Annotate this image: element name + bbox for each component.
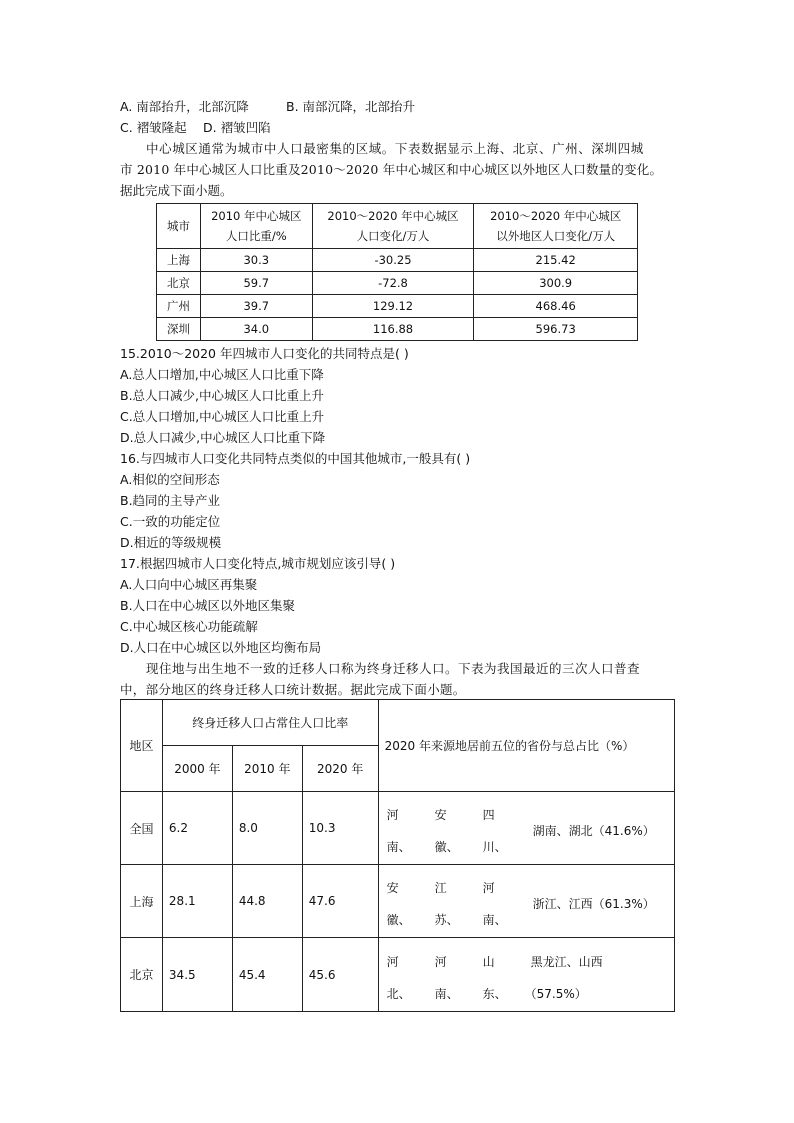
- q14-option-b: B. 南部沉降，北部抬升: [286, 99, 416, 114]
- table-row: [157, 249, 638, 272]
- cell-source: 安 江 河 徽、 苏、 南、 浙江、江西（61.3%）: [378, 865, 674, 938]
- table-row: [121, 792, 675, 865]
- cell-region: 全国: [121, 792, 163, 865]
- cell-share: 59.7: [200, 272, 312, 295]
- cell-2000: 6.2: [162, 792, 232, 865]
- intro1-line3: 据此完成下面小题。: [120, 183, 233, 198]
- q14-option-c: C. 褶皱隆起: [120, 120, 187, 135]
- header-share: 2010 年中心城区 人口比重/%: [200, 204, 312, 249]
- intro1-line1: 中心城区通常为城市中人口最密集的区域。下表数据显示上海、北京、广州、深圳四城: [146, 141, 644, 156]
- table-row: [121, 938, 675, 1012]
- intro2-line1: 现住地与出生地不一致的迁移人口称为终身迁移人口。下表为我国最近的三次人口普查: [146, 661, 641, 676]
- cell-region: 北京: [121, 938, 163, 1012]
- cell-source: 河 河 山 北、 南、 东、 黑龙江、山西 （57.5%）: [378, 938, 674, 1012]
- cell-center: -72.8: [312, 272, 474, 295]
- q16-option-c: C.一致的功能定位: [120, 514, 221, 529]
- table-row: [157, 272, 638, 295]
- cell-2000: 28.1: [162, 865, 232, 938]
- q14-option-a: A. 南部抬升，北部沉降: [120, 99, 249, 114]
- intro1-line2: 市 2010 年中心城区人口比重及2010～2020 年中心城区和中心城区以外地区人口数量的变化。: [120, 162, 663, 177]
- cell-outer: 596.73: [474, 318, 638, 341]
- cell-center: 129.12: [312, 295, 474, 318]
- header-year-2010: 2010 年: [232, 746, 302, 792]
- cell-city: 北京: [157, 272, 201, 295]
- cell-outer: 468.46: [474, 295, 638, 318]
- cell-share: 30.3: [200, 249, 312, 272]
- header-ratio: 终身迁移人口占常住人口比率: [162, 700, 378, 746]
- q16-option-a: A.相似的空间形态: [120, 472, 220, 487]
- cell-region: 上海: [121, 865, 163, 938]
- q16-option-b: B.趋同的主导产业: [120, 493, 221, 508]
- q17-option-b: B.人口在中心城区以外地区集聚: [120, 598, 296, 613]
- q17-option-d: D.人口在中心城区以外地区均衡布局: [120, 640, 322, 655]
- cell-2010: 8.0: [232, 792, 302, 865]
- cell-2010: 44.8: [232, 865, 302, 938]
- q16-stem: 16.与四城市人口变化共同特点类似的中国其他城市,一般具有( ): [120, 451, 471, 466]
- cell-city: 深圳: [157, 318, 201, 341]
- q15-stem: 15.2010～2020 年四城市人口变化的共同特点是( ): [120, 346, 409, 361]
- q15-option-a: A.总人口增加,中心城区人口比重下降: [120, 367, 324, 382]
- intro2-line2: 中，部分地区的终身迁移人口统计数据。据此完成下面小题。: [120, 682, 466, 697]
- cell-city: 上海: [157, 249, 201, 272]
- cell-2020: 45.6: [302, 938, 378, 1012]
- table-row: [157, 295, 638, 318]
- header-year-2000: 2000 年: [162, 746, 232, 792]
- cell-2020: 10.3: [302, 792, 378, 865]
- cell-2020: 47.6: [302, 865, 378, 938]
- table-row: [157, 318, 638, 341]
- cell-share: 39.7: [200, 295, 312, 318]
- cell-center: 116.88: [312, 318, 474, 341]
- cell-share: 34.0: [200, 318, 312, 341]
- q17-option-c: C.中心城区核心功能疏解: [120, 619, 258, 634]
- cell-2010: 45.4: [232, 938, 302, 1012]
- header-center-change: 2010～2020 年中心城区 人口变化/万人: [312, 204, 474, 249]
- cell-outer: 300.9: [474, 272, 638, 295]
- header-region: 地区: [121, 700, 163, 792]
- table-row: [121, 865, 675, 938]
- q14-option-d: D. 褶皱凹陷: [203, 120, 271, 135]
- cell-source: 河 安 四 南、 徽、 川、 湖南、湖北（41.6%）: [378, 792, 674, 865]
- q15-option-b: B.总人口减少,中心城区人口比重上升: [120, 388, 325, 403]
- header-outer-change: 2010～2020 年中心城区 以外地区人口变化/万人: [474, 204, 638, 249]
- cell-2000: 34.5: [162, 938, 232, 1012]
- header-year-2020: 2020 年: [302, 746, 378, 792]
- migration-table: [120, 699, 675, 1012]
- header-source: 2020 年来源地居前五位的省份与总占比（%）: [378, 700, 674, 792]
- q17-option-a: A.人口向中心城区再集聚: [120, 577, 258, 592]
- q17-stem: 17.根据四城市人口变化特点,城市规划应该引导( ): [120, 556, 396, 571]
- cell-center: -30.25: [312, 249, 474, 272]
- q15-option-d: D.总人口减少,中心城区人口比重下降: [120, 430, 326, 445]
- q16-option-d: D.相近的等级规模: [120, 535, 222, 550]
- cell-outer: 215.42: [474, 249, 638, 272]
- population-table: [156, 203, 638, 341]
- q15-option-c: C.总人口增加,中心城区人口比重上升: [120, 409, 325, 424]
- cell-city: 广州: [157, 295, 201, 318]
- header-city: 城市: [157, 204, 201, 249]
